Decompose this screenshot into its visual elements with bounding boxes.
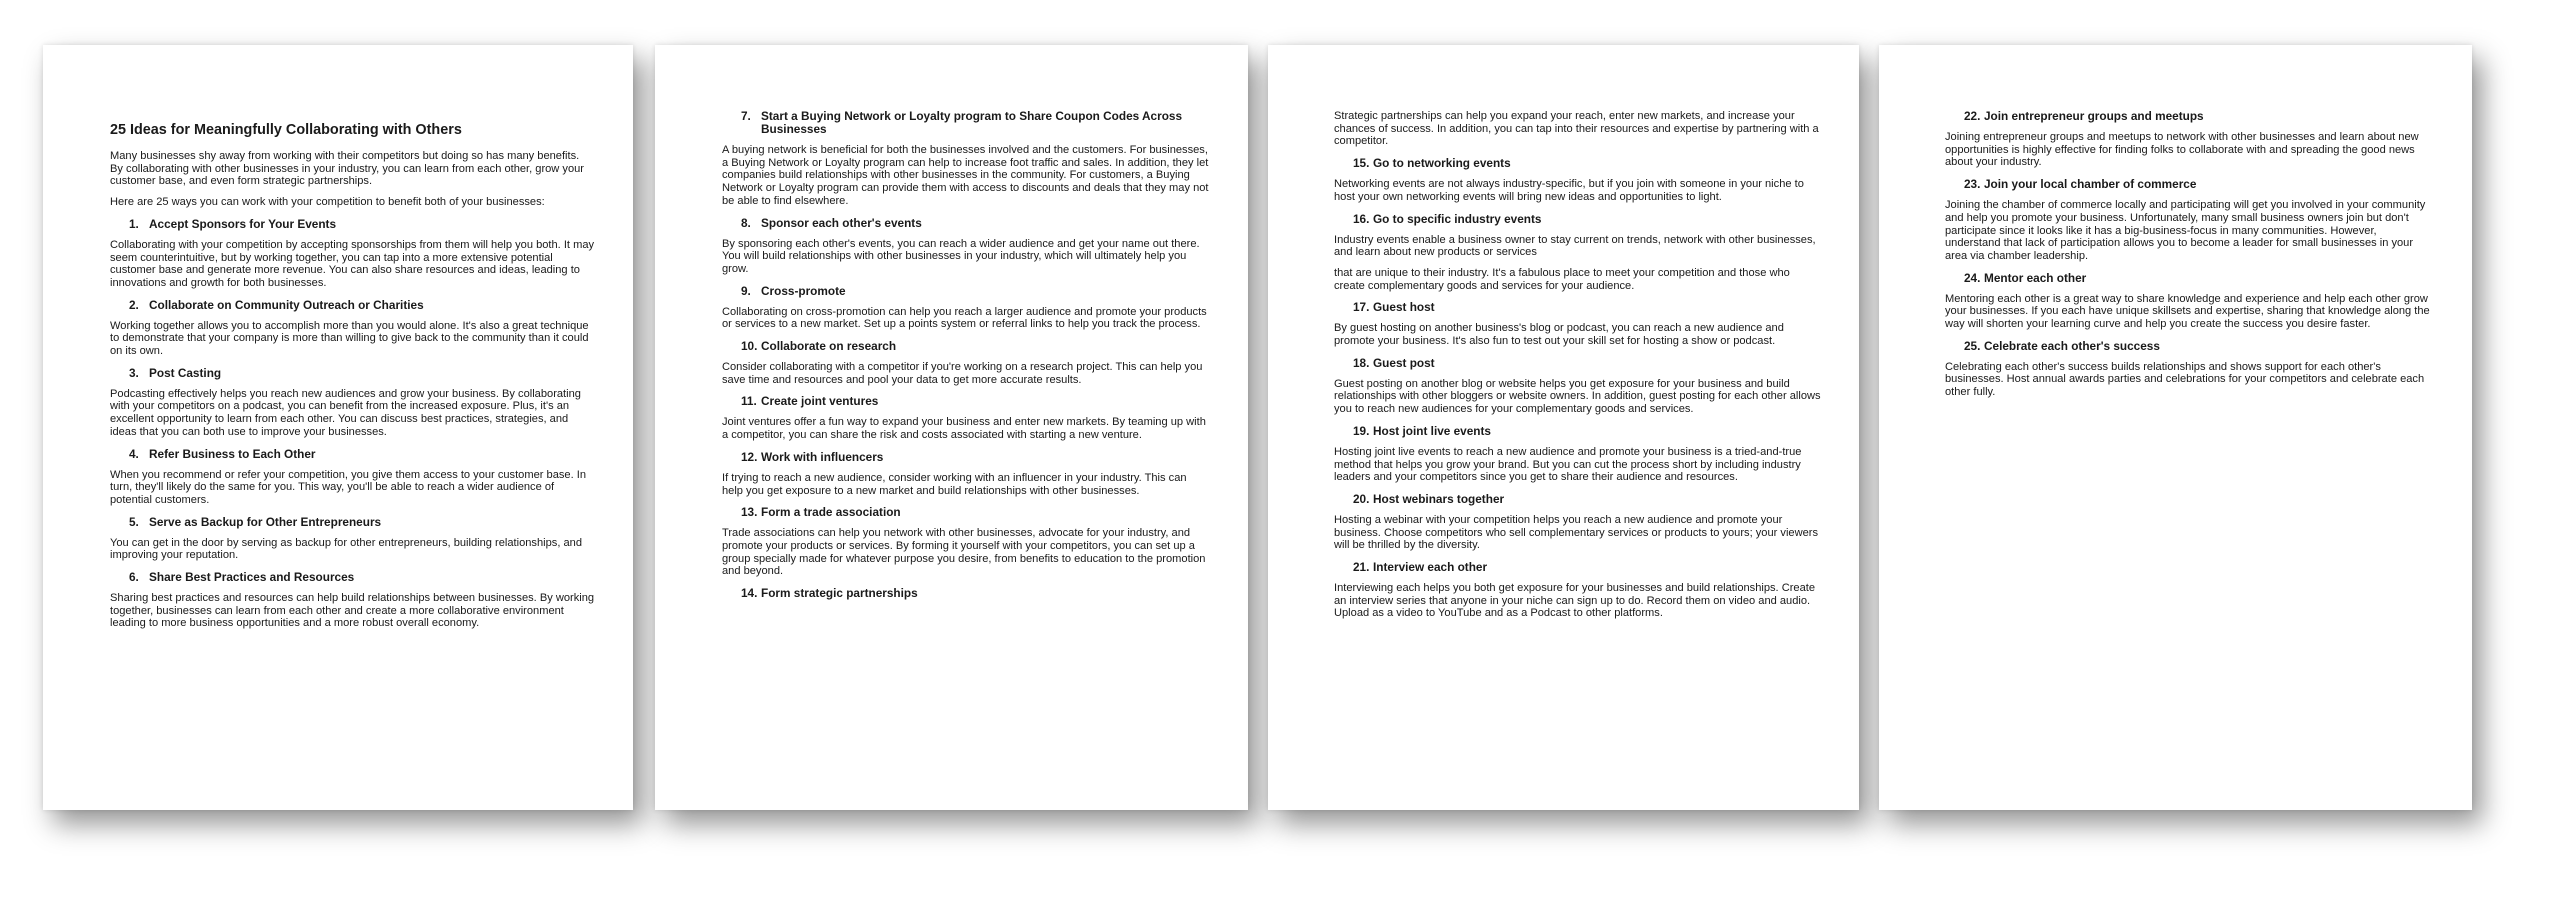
- section-body: Strategic partnerships can help you expand your reach, enter new markets, and increase your chances of success. In addition, you can tap into their resources and expertise by partnering with a competitor.: [1334, 110, 1819, 148]
- section-number: 22.: [1964, 109, 1981, 123]
- section-number: 20.: [1353, 491, 1370, 506]
- section-body: Hosting joint live events to reach a new audience and promote your business is a tried-and-true method that helps you grow your brand. But you can cut the process short by including industry leaders and your competitors since you get to share their audience and resources.: [1334, 445, 1802, 484]
- section-heading: [1964, 110, 2434, 123]
- section-heading: [741, 340, 1210, 353]
- section-number: 16.: [1353, 211, 1370, 226]
- section-number: 24.: [1964, 270, 1981, 285]
- section-title: Celebrate each other's success: [1984, 338, 2160, 353]
- document-page-1: [43, 45, 633, 810]
- section-heading: [741, 506, 1210, 519]
- section-number: 3.: [129, 365, 139, 380]
- section-title: Accept Sponsors for Your Events: [149, 216, 337, 231]
- section-body: Mentoring each other is a great way to share knowledge and experience and help each other grow your businesses. If you each have unique skillsets and expertise, sharing that knowledge along the way will shorten your learning curve and help you create the success you desire faster.: [1945, 292, 2430, 331]
- section-title: Interview each other: [1373, 560, 1488, 575]
- section-title: Mentor each other: [1984, 270, 2087, 285]
- section-body: Hosting a webinar with your competition helps you reach a new audience and promote your business. Choose competitors who sell complementary services or products to yours; your viewers will be thrilled by the diversity.: [1334, 513, 1819, 552]
- section-heading: [1353, 213, 1821, 226]
- section-body: Interviewing each helps you both get exposure for your businesses and build relationships. Create an interview series that anyone in your niche can sign up to do. Record them on video and audio. Upload as a video to YouTube and as a Podcast to other platforms.: [1334, 582, 1816, 620]
- section-heading: [1353, 493, 1821, 506]
- section-body: Trade associations can help you network with other businesses, advocate for your industry, and promote your products or services. By forming it yourself with your competitors, you can set up a group specially made for whatever purpose you desire, from benefits to education to the promotion and beyond.: [722, 527, 1206, 578]
- section-heading: [129, 448, 595, 461]
- section-title: Form strategic partnerships: [761, 586, 918, 601]
- section-title: Go to specific industry events: [1373, 211, 1542, 226]
- section-title: Post Casting: [149, 365, 222, 380]
- section-heading: [1353, 357, 1821, 370]
- section-title: Guest host: [1373, 300, 1435, 315]
- section-body: Industry events enable a business owner to stay current on trends, network with other businesses, and learn about new products or services: [1334, 233, 1816, 259]
- section-heading: [741, 587, 1210, 600]
- section-title: Cross-promote: [761, 283, 846, 298]
- section-body: Joining entrepreneur groups and meetups to network with other businesses and learn about new opportunities is highly effective for finding folks to collaborate with and spreading the good news about your industry.: [1945, 131, 2419, 169]
- section-number: 12.: [741, 449, 758, 464]
- section-number: 6.: [129, 570, 139, 585]
- section-title: Sponsor each other's events: [761, 215, 922, 230]
- section-number: 19.: [1353, 423, 1370, 438]
- section-heading: [1353, 561, 1821, 574]
- section-number: 21.: [1353, 560, 1370, 575]
- section-heading: [1964, 340, 2434, 353]
- section-heading: [129, 516, 595, 529]
- section-title: Refer Business to Each Other: [149, 446, 316, 461]
- section-title: Start a Buying Network or Loyalty program to Share Coupon Codes Across Businesses: [761, 109, 1183, 136]
- section-heading: [1353, 425, 1821, 438]
- intro-paragraph: Many businesses shy away from working with their competitors but doing so has many benefits. By collaborating with other businesses in your industry, you can learn from each other, grow your customer base, and even form strategic partnerships.: [110, 150, 584, 188]
- section-number: 13.: [741, 505, 758, 520]
- section-heading: [741, 110, 1210, 136]
- section-number: 23.: [1964, 177, 1981, 192]
- section-body: You can get in the door by serving as backup for other entrepreneurs, building relationships, and improving your reputation.: [110, 536, 582, 562]
- section-title: Go to networking events: [1373, 156, 1511, 171]
- section-title: Collaborate on Community Outreach or Charities: [149, 297, 424, 312]
- section-body: Joining the chamber of commerce locally and participating will get you involved in your community and help you promote your business. Unfortunately, many small business owners join but don't participate since it looks like it has a big-business-focus in many communities. However, understand that lack of participation allows you to become a leader for small businesses in your area via chamber leadership.: [1945, 199, 2426, 262]
- section-number: 17.: [1353, 300, 1370, 315]
- section-number: 18.: [1353, 355, 1370, 370]
- section-title: Create joint ventures: [761, 394, 879, 409]
- section-number: 5.: [129, 514, 139, 529]
- section-body: A buying network is beneficial for both the businesses involved and the customers. For businesses, a Buying Network or Loyalty program can help to increase foot traffic and sales. In addition, they let companies build relationships with other businesses in the community. For customers, a Buying Network or Loyalty program can provide them with access to discounts and deals that they may not be able to find elsewhere.: [722, 144, 1209, 207]
- section-body: Guest posting on another blog or website helps you get exposure for your business and build relationships with other bloggers or website owners. In addition, guest posting for each other allows you to reach new audiences for your complementary goods and services.: [1334, 377, 1821, 416]
- section-body: Consider collaborating with a competitor if you're working on a research project. This can help you save time and resources and pool your data to get more accurate results.: [722, 361, 1203, 386]
- document-page-3: [1268, 45, 1859, 810]
- section-body: Networking events are not always industry-specific, but if you join with someone in your niche to host your own networking events will bring new ideas and opportunities to light.: [1334, 178, 1804, 203]
- document-page-2: [655, 45, 1248, 810]
- section-heading: [129, 299, 595, 312]
- section-number: 8.: [741, 215, 751, 230]
- section-number: 11.: [741, 394, 757, 409]
- section-title: Join your local chamber of commerce: [1984, 177, 2197, 192]
- section-heading: [741, 285, 1210, 298]
- section-number: 1.: [129, 216, 139, 231]
- section-heading: [741, 451, 1210, 464]
- section-title: Collaborate on research: [761, 339, 897, 354]
- section-number: 4.: [129, 446, 139, 461]
- section-title: Share Best Practices and Resources: [149, 570, 355, 585]
- section-heading: [129, 571, 595, 584]
- section-title: Serve as Backup for Other Entrepreneurs: [149, 514, 382, 529]
- section-title: Form a trade association: [761, 505, 901, 520]
- section-heading: [1964, 272, 2434, 285]
- section-number: 9.: [741, 283, 751, 298]
- section-number: 2.: [129, 297, 139, 312]
- section-body: Collaborating with your competition by accepting sponsorships from them will help you both. It may seem counterintuitive, but by working together, you can tap into a more extensive potential customer base and generate more revenue. You can also share resources and ideas, leading to innovations and growth for both businesses.: [110, 238, 595, 289]
- section-heading: [129, 367, 595, 380]
- section-body: When you recommend or refer your competition, you give them access to your customer base. In turn, they'll likely do the same for you. This way, you'll be able to reach a wider audience of potential customers.: [110, 468, 587, 506]
- section-heading: [1964, 178, 2434, 191]
- section-body: If trying to reach a new audience, consider working with an influencer in your industry. This can help you get exposure to a new market and build relationships with other businesses.: [722, 471, 1187, 497]
- document-page-4: [1879, 45, 2472, 810]
- section-body: Podcasting effectively helps you reach new audiences and grow your business. By collaborating with your competitors on a podcast, you can benefit from the increased exposure. Plus, it's an excellent opportunity to learn from each other. You can discuss best practices, strategies, and ideas that you can both use to improve your businesses.: [110, 387, 581, 438]
- section-body: Joint ventures offer a fun way to expand your business and enter new markets. By teaming up with a competitor, you can share the risk and costs associated with starting a new venture.: [722, 416, 1206, 442]
- document-title: 25 Ideas for Meaningfully Collaborating with Others: [110, 122, 462, 138]
- intro-paragraph: Here are 25 ways you can work with your competition to benefit both of your businesses:: [110, 196, 545, 209]
- section-body: Working together allows you to accomplish more than you would alone. It's also a great technique to demonstrate that your company is more than willing to give back to the community than it could on its own.: [110, 319, 589, 358]
- section-body: Celebrating each other's success builds relationships and shows support for each other's businesses. Host annual awards parties and celebrations for your competitors and celebrate each other fully.: [1945, 360, 2425, 399]
- section-number: 14.: [741, 586, 758, 601]
- section-heading: [1353, 157, 1821, 170]
- section-title: Guest post: [1373, 355, 1435, 370]
- section-number: 25.: [1964, 338, 1981, 353]
- section-heading: [741, 395, 1210, 408]
- section-body-continued: that are unique to their industry. It's a fabulous place to meet your competition and those who create complementary goods and services for your audience.: [1334, 266, 1790, 292]
- section-title: Host joint live events: [1373, 423, 1491, 438]
- section-title: Work with influencers: [761, 449, 884, 464]
- section-heading: [129, 218, 595, 231]
- section-body: Collaborating on cross-promotion can help you reach a larger audience and promote your products or services to a new market. Set up a points system or referral links to help you track the process.: [722, 305, 1207, 331]
- section-heading: [741, 217, 1210, 230]
- section-number: 7.: [741, 109, 751, 123]
- section-body: By guest hosting on another business's blog or podcast, you can reach a new audience and promote your business. It's also fun to test out your skill set for hosting a show or podcast.: [1334, 322, 1784, 348]
- section-heading: [1353, 301, 1821, 314]
- section-body: Sharing best practices and resources can help build relationships between businesses. By working together, businesses can learn from each other and create a more collaborative environment leading to more business opportunities and a more robust overall economy.: [110, 592, 595, 630]
- section-title: Host webinars together: [1373, 491, 1505, 506]
- section-number: 10.: [741, 339, 758, 354]
- section-number: 15.: [1353, 156, 1370, 171]
- section-title: Join entrepreneur groups and meetups: [1984, 109, 2204, 123]
- section-body: By sponsoring each other's events, you can reach a wider audience and get your name out there. You will build relationships with other businesses in your industry, which will ultimately help you grow.: [722, 237, 1200, 275]
